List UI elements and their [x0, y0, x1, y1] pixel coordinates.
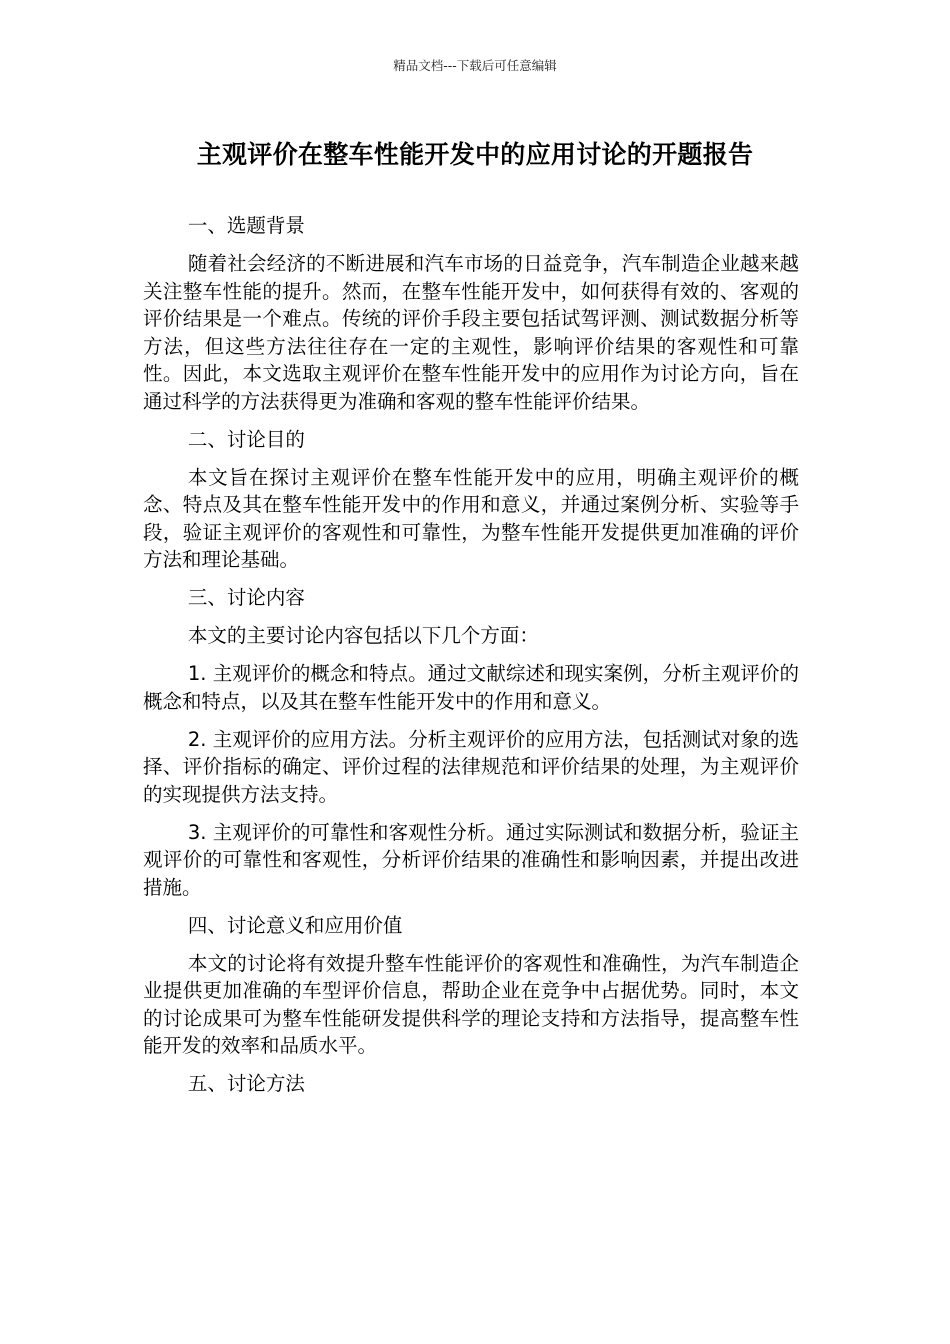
- paragraph-content-item-3: 3. 主观评价的可靠性和客观性分析。通过实际测试和数据分析，验证主观评价的可靠性和客观性，分析评价结果的准确性和影响因素，并提出改进措施。: [143, 820, 799, 899]
- header-note: 精品文档---下载后可任意编辑: [393, 58, 557, 73]
- section-heading-method: 五、讨论方法: [187, 1072, 305, 1095]
- paragraph-content-intro: 本文的主要讨论内容包括以下几个方面：: [187, 624, 539, 647]
- paragraph-purpose: 本文旨在探讨主观评价在整车性能开发中的应用，明确主观评价的概念、特点及其在整车性能开发中的作用和意义，并通过案例分析、实验等手段，验证主观评价的客观性和可靠性，为整车性能开发提供更加准确的评价方法和理论基础。: [143, 465, 799, 571]
- paragraph-content-item-1: 1. 主观评价的概念和特点。通过文献综述和现实案例，分析主观评价的概念和特点，以及其在整车性能开发中的作用和意义。: [143, 662, 799, 713]
- paragraph-content-item-2: 2. 主观评价的应用方法。分析主观评价的应用方法，包括测试对象的选择、评价指标的确定、评价过程的法律规范和评价结果的处理，为主观评价的实现提供方法支持。: [143, 727, 799, 806]
- paragraph-significance: 本文的讨论将有效提升整车性能评价的客观性和准确性，为汽车制造企业提供更加准确的车型评价信息，帮助企业在竞争中占据优势。同时，本文的讨论成果可为整车性能研发提供科学的理论支持和方法指导，提高整车性能开发的效率和品质水平。: [143, 951, 799, 1057]
- paragraph-background: 随着社会经济的不断进展和汽车市场的日益竞争，汽车制造企业越来越关注整车性能的提升。然而，在整车性能开发中，如何获得有效的、客观的评价结果是一个难点。传统的评价手段主要包括试驾评测、测试数据分析等方法，但这些方法往往存在一定的主观性，影响评价结果的客观性和可靠性。因此，本文选取主观评价在整车性能开发中的应用作为讨论方向，旨在通过科学的方法获得更为准确和客观的整车性能评价结果。: [143, 252, 799, 413]
- document-title: 主观评价在整车性能开发中的应用讨论的开题报告: [196, 140, 754, 169]
- section-heading-background: 一、选题背景: [187, 214, 305, 237]
- section-heading-content: 三、讨论内容: [187, 586, 305, 609]
- section-heading-purpose: 二、讨论目的: [187, 427, 305, 451]
- document-body: [143, 212, 799, 1108]
- section-heading-significance: 四、讨论意义和应用价值: [187, 913, 403, 937]
